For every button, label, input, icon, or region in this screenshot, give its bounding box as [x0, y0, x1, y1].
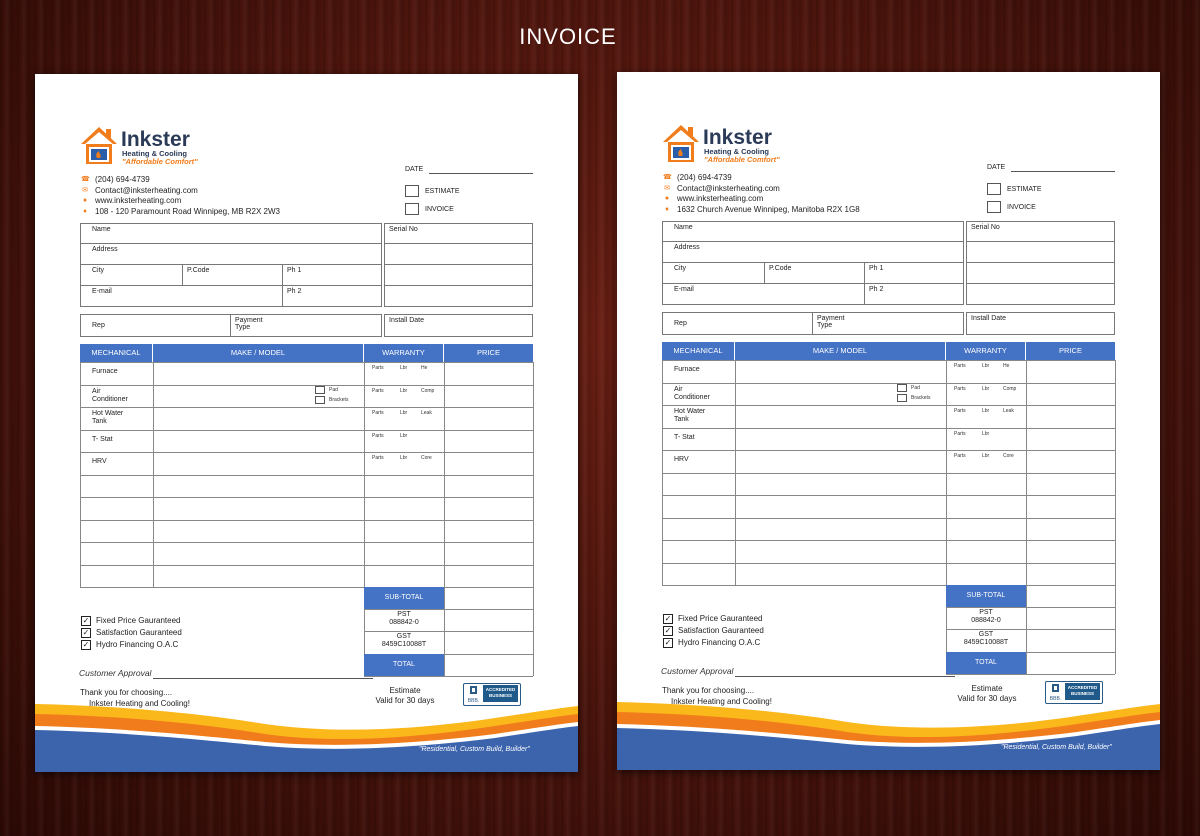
col-price: PRICE [444, 344, 533, 362]
rep-label: Rep [674, 320, 687, 327]
ph1-field[interactable] [864, 262, 964, 284]
footer-wave-graphic [35, 700, 578, 772]
guarantee-text: Satisfaction Gauranteed [678, 626, 764, 635]
serial-row-4[interactable] [384, 285, 533, 307]
estimate-validity-line-1: Estimate [389, 686, 421, 695]
warranty-sub-label: Core [421, 455, 432, 461]
pad-checkbox[interactable] [315, 386, 325, 394]
table-row-line [662, 473, 1115, 474]
warranty-sub-label: Parts [954, 385, 966, 392]
ph2-field[interactable] [282, 285, 382, 307]
date-field[interactable] [405, 166, 423, 173]
table-column-line [946, 360, 947, 585]
item-label: Furnace [674, 366, 700, 373]
customer-approval-signature-line[interactable] [153, 678, 373, 679]
warranty-sub-label: He [421, 365, 428, 371]
invoice-sheet-2 [617, 72, 1160, 770]
customer-approval-signature-line[interactable] [735, 676, 955, 677]
item-label: T- Stat [92, 435, 113, 443]
col-make-model: MAKE / MODEL [735, 342, 946, 360]
item-label: Furnace [92, 368, 118, 375]
totals-row-line [364, 609, 533, 610]
warranty-sub-label: Lbr [982, 385, 990, 392]
city-label: City [674, 265, 687, 272]
payment-label: Payment Type [817, 315, 845, 329]
checkmark-icon: ✓ [664, 626, 672, 635]
totals-row-line [946, 674, 1115, 675]
email-field[interactable] [80, 285, 283, 307]
brackets-checkbox[interactable] [897, 394, 907, 402]
warranty-sub-label: Parts [954, 363, 966, 369]
table-row-line [662, 540, 1115, 541]
address-label: Address [92, 246, 118, 253]
brand-name: Inkster [121, 128, 190, 151]
serial-row-3[interactable] [966, 262, 1115, 284]
house-logo-icon [79, 124, 119, 166]
totals-column-line [1026, 585, 1027, 674]
rep-label: Rep [92, 322, 105, 329]
company-logo [79, 124, 204, 168]
rep-field[interactable] [662, 312, 813, 335]
gst-text: GST [396, 633, 412, 640]
warranty-sub-label: Parts [372, 365, 384, 371]
serial-row-2[interactable] [384, 243, 533, 265]
guarantee-text: Satisfaction Gauranteed [96, 628, 182, 637]
ph1-field[interactable] [282, 264, 382, 286]
contact-info [663, 173, 860, 215]
totals-row-line [946, 607, 1115, 608]
total-label: TOTAL [946, 652, 1026, 674]
table-column-line [1026, 360, 1027, 585]
table-row-line [80, 407, 533, 408]
pst-text: PST [397, 611, 411, 618]
estimate-checkbox[interactable] [405, 185, 459, 197]
table-column-line [80, 362, 81, 587]
checkbox-box[interactable] [405, 203, 419, 215]
warranty-sub-label: Lbr [982, 430, 990, 437]
date-line [1011, 171, 1115, 172]
warranty-sub-label: Lbr [400, 455, 408, 461]
contact-web: www.inksterheating.com [677, 194, 764, 203]
checkmark-icon: ✓ [82, 616, 90, 625]
guarantee-item [663, 637, 764, 649]
globe-icon: ● [664, 195, 670, 202]
col-mechanical: MECHANICAL [80, 344, 153, 362]
email-label: E-mail [674, 286, 694, 293]
serial-label: Serial No [971, 224, 1000, 231]
guarantee-text: Fixed Price Gauranteed [678, 614, 763, 623]
guarantee-item [663, 625, 764, 637]
table-column-line [533, 362, 534, 587]
item-label: Air Conditioner [92, 387, 128, 403]
pst-number: 088842-0 [389, 619, 419, 626]
install-date-field[interactable] [966, 312, 1115, 335]
estimate-checkbox-label: ESTIMATE [425, 187, 460, 195]
col-warranty: WARRANTY [364, 344, 444, 362]
contact-phone: (204) 694-4739 [95, 175, 150, 184]
pst-label [946, 609, 1026, 625]
gst-label [946, 631, 1026, 647]
contact-web: www.inksterheating.com [95, 196, 182, 205]
contact-address: 1632 Church Avenue Winnipeg, Manitoba R2X 1G8 [677, 204, 860, 214]
guarantee-item [81, 615, 182, 627]
warranty-sub-label: Parts [372, 455, 384, 461]
table-row-line [662, 383, 1115, 384]
table-row-line [662, 518, 1115, 519]
subtotal-label: SUB-TOTAL [946, 585, 1026, 607]
footer-slogan: "Residential, Custom Build, Builder" [419, 746, 530, 753]
ph2-label: Ph 2 [287, 288, 302, 295]
address-field[interactable] [80, 243, 382, 265]
checkbox-box[interactable] [987, 183, 1001, 195]
warranty-sub-label: Comp [421, 387, 435, 394]
table-column-line [444, 362, 445, 587]
brackets-label: Brackets [911, 395, 931, 401]
totals-row-line [946, 629, 1115, 630]
table-column-line [662, 360, 663, 585]
brand-subtitle: Heating & Cooling [122, 149, 187, 158]
warranty-sub-label: Lbr [400, 387, 408, 394]
warranty-sub-label: Lbr [400, 432, 408, 439]
guarantee-item [663, 613, 764, 625]
table-row-line [662, 360, 1115, 361]
guarantee-text: Hydro Financing O.A.C [678, 638, 761, 647]
totals-column-line [533, 587, 534, 676]
serial-field[interactable] [384, 223, 533, 244]
warranty-sub-label: Parts [372, 432, 384, 439]
pcode-label: P.Code [187, 267, 210, 274]
invoice-sheet-1 [35, 74, 578, 772]
item-label: Air Conditioner [674, 385, 710, 401]
total-label: TOTAL [364, 654, 444, 676]
customer-approval-label: Customer Approval [661, 666, 734, 676]
name-label: Name [92, 226, 111, 233]
serial-label: Serial No [389, 226, 418, 233]
mail-icon: ✉ [664, 184, 670, 192]
company-logo [661, 122, 786, 166]
address-label: Address [674, 244, 700, 251]
warranty-sub-label: Lbr [982, 363, 990, 369]
location-pin-icon: ♦ [83, 207, 87, 215]
serial-row-2[interactable] [966, 241, 1115, 263]
pcode-label: P.Code [769, 265, 792, 272]
pcode-field[interactable] [764, 262, 865, 284]
footer-slogan: "Residential, Custom Build, Builder" [1001, 744, 1112, 751]
serial-field[interactable] [966, 221, 1115, 242]
item-label: HRV [92, 458, 107, 465]
contact-address: 108 - 120 Paramount Road Winnipeg, MB R2X 2W3 [95, 206, 280, 216]
thanks-line-2: Inkster Heating and Cooling! [671, 697, 772, 706]
serial-row-4[interactable] [966, 283, 1115, 305]
totals-row-line [364, 631, 533, 632]
contact-phone: (204) 694-4739 [677, 173, 732, 182]
checkmark-icon: ✓ [664, 638, 672, 647]
warranty-sub-label: Parts [954, 408, 966, 414]
brackets-label: Brackets [329, 397, 349, 403]
address-field[interactable] [662, 241, 964, 263]
table-row-line [80, 430, 533, 431]
ph1-label: Ph 1 [287, 267, 302, 274]
warranty-sub-label: He [1003, 363, 1010, 369]
warranty-sub-label: Lbr [982, 408, 990, 414]
ph2-field[interactable] [864, 283, 964, 305]
warranty-sub-label: Leak [1003, 408, 1014, 414]
page-title: INVOICE [519, 24, 617, 49]
footer-wave-graphic [617, 698, 1160, 770]
bbb-right-text: ACCREDITED BUSINESS [1065, 683, 1100, 700]
ph1-label: Ph 1 [869, 265, 884, 272]
table-row-line [80, 475, 533, 476]
warranty-sub-label: Leak [421, 410, 432, 416]
email-label: E-mail [92, 288, 112, 295]
col-mechanical: MECHANICAL [662, 342, 735, 360]
table-column-line [364, 362, 365, 587]
warranty-sub-label: Parts [954, 430, 966, 437]
table-row-line [662, 405, 1115, 406]
location-pin-icon: ♦ [665, 205, 669, 213]
contact-email: Contact@inksterheating.com [677, 183, 780, 193]
name-field[interactable] [662, 221, 964, 242]
totals-column-line [1115, 585, 1116, 674]
pcode-field[interactable] [182, 264, 283, 286]
checkmark-icon: ✓ [664, 614, 672, 623]
table-column-line [1115, 360, 1116, 585]
brackets-checkbox[interactable] [315, 396, 325, 404]
invoice-checkbox[interactable] [405, 203, 454, 215]
install-date-label: Install Date [971, 315, 1007, 322]
warranty-sub-label: Parts [954, 453, 966, 459]
checkbox-box[interactable] [987, 201, 1001, 213]
install-date-label: Install Date [389, 317, 425, 324]
payment-field[interactable] [812, 312, 964, 335]
invoice-checkbox-label: INVOICE [425, 205, 454, 213]
payment-field[interactable] [230, 314, 382, 337]
item-label: HRV [674, 456, 689, 463]
guarantee-text: Fixed Price Gauranteed [96, 616, 181, 625]
ph2-label: Ph 2 [869, 286, 884, 293]
name-field[interactable] [80, 223, 382, 244]
estimate-validity-line-2: Valid for 30 days [375, 696, 435, 705]
invoice-checkbox[interactable] [987, 201, 1036, 213]
checkmark-icon: ✓ [82, 640, 90, 649]
gst-number: 8459C10088T [381, 641, 427, 648]
city-field[interactable] [80, 264, 183, 286]
date-line [429, 173, 533, 174]
pad-label: Pad [329, 387, 338, 393]
table-row-line [80, 385, 533, 386]
pst-text: PST [979, 609, 993, 616]
warranty-sub-label: Parts [372, 410, 384, 416]
pad-checkbox[interactable] [897, 384, 907, 392]
checkmark-icon: ✓ [82, 628, 90, 637]
install-date-field[interactable] [384, 314, 533, 337]
brand-name: Inkster [703, 126, 772, 149]
warranty-sub-label: Parts [372, 387, 384, 394]
contact-email: Contact@inksterheating.com [95, 185, 198, 195]
col-price: PRICE [1026, 342, 1115, 360]
gst-number: 8459C10088T [963, 639, 1009, 646]
phone-icon: ☎ [81, 176, 90, 183]
table-row-line [662, 450, 1115, 451]
warranty-sub-label: Core [1003, 453, 1014, 459]
mail-icon: ✉ [82, 186, 88, 194]
table-row-line [80, 565, 533, 566]
guarantee-text: Hydro Financing O.A.C [96, 640, 179, 649]
table-row-line [80, 542, 533, 543]
warranty-sub-label: Lbr [400, 410, 408, 416]
bbb-left-text: BBB. [1049, 696, 1062, 702]
item-label: Hot Water Tank [674, 408, 706, 423]
estimate-checkbox-label: ESTIMATE [1007, 185, 1042, 193]
customer-approval-label: Customer Approval [79, 668, 152, 678]
table-column-line [735, 360, 736, 585]
pst-number: 088842-0 [971, 617, 1001, 624]
globe-icon: ● [82, 197, 88, 204]
table-row-line [662, 563, 1115, 564]
bbb-right-text: ACCREDITED BUSINESS [483, 685, 518, 702]
table-column-line [153, 362, 154, 587]
totals-column-line [444, 587, 445, 676]
payment-label: Payment Type [235, 317, 263, 331]
warranty-sub-label: Lbr [400, 365, 408, 371]
estimate-checkbox[interactable] [987, 183, 1041, 195]
serial-row-3[interactable] [384, 264, 533, 286]
table-row-line [80, 452, 533, 453]
rep-field[interactable] [80, 314, 231, 337]
guarantee-list [81, 615, 182, 651]
city-label: City [92, 267, 105, 274]
thanks-line-2: Inkster Heating and Cooling! [89, 699, 190, 708]
date-label: DATE [405, 166, 424, 173]
guarantee-item [81, 639, 182, 651]
date-field[interactable] [987, 164, 1005, 171]
table-row-line [662, 428, 1115, 429]
warranty-sub-label: Comp [1003, 385, 1017, 392]
estimate-validity-line-1: Estimate [971, 684, 1003, 693]
brand-tagline: "Affordable Comfort" [704, 155, 780, 164]
gst-label [364, 633, 444, 649]
item-label: Hot Water Tank [92, 410, 124, 425]
table-row-line [80, 497, 533, 498]
contact-info [81, 175, 280, 217]
date-label: DATE [987, 164, 1006, 171]
gst-text: GST [978, 631, 994, 638]
email-field[interactable] [662, 283, 865, 305]
guarantee-list [663, 613, 764, 649]
item-label: T- Stat [674, 433, 695, 441]
thanks-line-1: Thank you for choosing.... [80, 688, 173, 697]
invoice-checkbox-label: INVOICE [1007, 203, 1036, 211]
city-field[interactable] [662, 262, 765, 284]
house-logo-icon [661, 122, 701, 164]
pst-label [364, 611, 444, 627]
col-make-model: MAKE / MODEL [153, 344, 364, 362]
table-row-line [80, 362, 533, 363]
bbb-left-text: BBB. [467, 698, 480, 704]
table-row-line [662, 495, 1115, 496]
checkbox-box[interactable] [405, 185, 419, 197]
table-row-line [80, 520, 533, 521]
brand-subtitle: Heating & Cooling [704, 147, 769, 156]
name-label: Name [674, 224, 693, 231]
brand-tagline: "Affordable Comfort" [122, 157, 198, 166]
estimate-validity-line-2: Valid for 30 days [957, 694, 1017, 703]
warranty-sub-label: Lbr [982, 453, 990, 459]
pad-label: Pad [911, 385, 920, 391]
subtotal-label: SUB-TOTAL [364, 587, 444, 609]
col-warranty: WARRANTY [946, 342, 1026, 360]
phone-icon: ☎ [663, 174, 672, 181]
guarantee-item [81, 627, 182, 639]
totals-row-line [364, 676, 533, 677]
thanks-line-1: Thank you for choosing.... [662, 686, 755, 695]
